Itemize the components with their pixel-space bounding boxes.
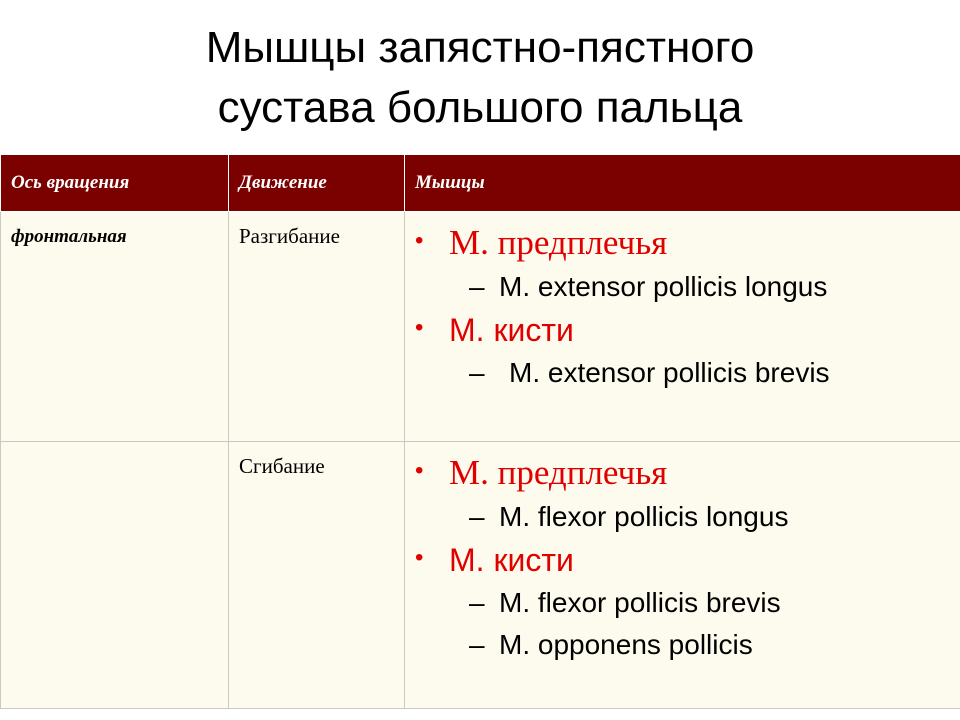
muscles-cell bbox=[405, 212, 960, 442]
bullet-icon: • bbox=[415, 227, 424, 254]
muscle-name: M. extensor pollicis brevis bbox=[509, 357, 830, 388]
muscle-group-name: М. предплечья bbox=[449, 223, 668, 262]
bullet-icon: • bbox=[415, 314, 424, 341]
muscle-name: M. flexor pollicis brevis bbox=[499, 587, 781, 618]
bullet-icon: • bbox=[415, 457, 424, 484]
muscle-group-name: М. кисти bbox=[449, 312, 574, 348]
slide-title bbox=[0, 18, 960, 138]
title-line-1: Мышцы запястно-пястного bbox=[205, 23, 755, 72]
dash-icon: – bbox=[469, 587, 485, 618]
table-header-row bbox=[1, 155, 960, 212]
muscle-item bbox=[469, 352, 960, 394]
muscles-table bbox=[0, 155, 960, 709]
dash-icon: – bbox=[469, 629, 485, 660]
muscles-cell bbox=[405, 442, 960, 709]
muscle-group-name: М. кисти bbox=[449, 542, 574, 578]
muscle-item bbox=[469, 582, 960, 624]
muscle-group bbox=[415, 308, 960, 352]
movement-cell: Сгибание bbox=[229, 442, 405, 709]
muscle-name: M. opponens pollicis bbox=[499, 629, 753, 660]
axis-cell bbox=[1, 442, 229, 709]
header-axis: Ось вращения bbox=[1, 155, 229, 212]
muscle-name: M. extensor pollicis longus bbox=[499, 271, 828, 302]
table-row bbox=[1, 442, 960, 709]
bullet-icon: • bbox=[415, 544, 424, 571]
dash-icon: – bbox=[469, 501, 485, 532]
movement-cell: Разгибание bbox=[229, 212, 405, 442]
muscle-name: M. flexor pollicis longus bbox=[499, 501, 789, 532]
muscle-group-name: М. предплечья bbox=[449, 453, 668, 492]
muscle-item bbox=[469, 496, 960, 538]
header-muscles: Мышцы bbox=[405, 155, 960, 212]
dash-icon: – bbox=[469, 357, 485, 388]
dash-icon: – bbox=[469, 271, 485, 302]
table-row bbox=[1, 212, 960, 442]
header-movement: Движение bbox=[229, 155, 405, 212]
muscle-group bbox=[415, 220, 960, 266]
axis-cell: фронтальная bbox=[1, 212, 229, 442]
muscle-item bbox=[469, 624, 960, 666]
muscle-item bbox=[469, 266, 960, 308]
muscle-group bbox=[415, 450, 960, 496]
title-line-2: сустава большого пальца bbox=[217, 83, 743, 132]
muscle-group bbox=[415, 538, 960, 582]
